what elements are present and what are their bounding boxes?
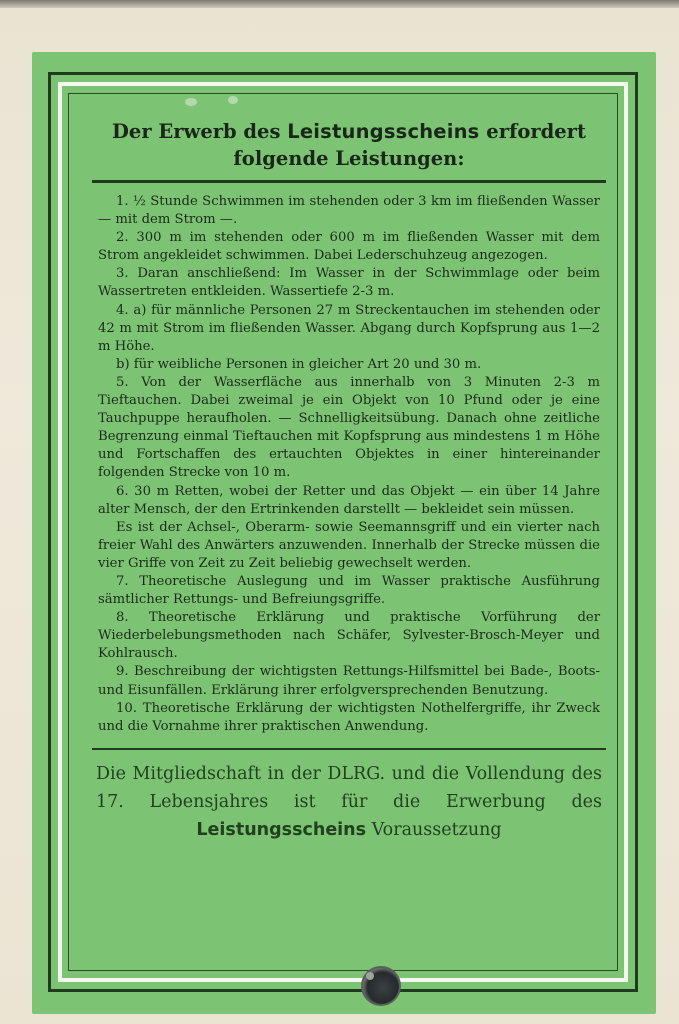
footer-divider	[92, 748, 606, 750]
requirements-list	[92, 193, 606, 736]
document-content	[92, 118, 606, 844]
heading-text-end: erfordert	[486, 120, 586, 143]
heading-keyword: Leistungsscheins	[287, 120, 480, 143]
footer-text-start: Die Mitgliedschaft in der DLRG. und die Vollendung des 17. Lebensjahres ist für die Erwerbung des	[96, 763, 602, 812]
footer-note	[92, 760, 606, 844]
requirement-item: 7. Theoretische Auslegung und im Wasser praktische Ausführung sämtlicher Rettungs- und Befreiungsgriffe.	[98, 573, 600, 608]
requirement-item: Es ist der Achsel-, Oberarm- sowie Seemannsgriff und ein vierter nach freier Wahl des Anwärters anzuwenden. Innerhalb der Strecke müssen die vier Griffe von Zeit zu Zeit beliebig gewechselt werden.	[98, 519, 600, 571]
requirement-item: 8. Theoretische Erklärung und praktische Vorführung der Wiederbelebungsmethoden nach Schäfer, Sylvester-Brosch-Meyer und Kohlrausch.	[98, 610, 600, 662]
paper-stain	[185, 98, 197, 106]
heading-line-2: folgende Leistungen:	[233, 147, 465, 170]
requirement-item: 6. 30 m Retten, wobei der Retter und das Objekt — ein über 14 Jahre alter Mensch, der den Ertrinkenden darstellt — bekleidet sein müssen.	[98, 483, 600, 517]
requirement-item: 3. Daran anschließend: Im Wasser in der Schwimmlage oder beim Wassertreten entkleiden. Wassertiefe 2-3 m.	[98, 266, 600, 300]
heading-divider	[92, 180, 606, 183]
heading-text-start: Der Erwerb des	[112, 120, 281, 143]
requirement-item: 2. 300 m im stehenden oder 600 m im fließenden Wasser mit dem Strom angekleidet schwimmen. Dabei Lederschuhzeug angezogen.	[98, 230, 600, 264]
requirement-item: b) für weibliche Personen in gleicher Art 20 und 30 m.	[116, 356, 482, 372]
requirement-item: 10. Theoretische Erklärung der wichtigsten Nothelfergriffe, ihr Zweck und die Vornahme ihrer praktischen Anwendung.	[98, 700, 600, 734]
requirement-item: 5. Von der Wasserfläche aus innerhalb von 3 Minuten 2-3 m Tieftauchen. Dabei zweimal je ein Objekt von 10 Pfund oder je eine Tauchpuppe heraufholen. — Schnelligkeitsübung. Danach ohne zeitliche Begrenzung einmal Tieftauchen mit Kopfsprung aus mindestens 1 m Höhe und Fortschaffen des ertauchten Objektes in einer hintereinander folgenden Strecke von 10 m.	[98, 374, 600, 481]
scan-edge-shadow	[0, 0, 679, 8]
footer-text-end: Voraussetzung	[371, 819, 502, 840]
document-heading	[92, 118, 606, 172]
requirement-item: 4. a) für männliche Personen 27 m Streckentauchen im stehenden oder 42 m mit Strom im fließenden Wasser. Abgang durch Kopfsprung aus 1—2 m Höhe.	[98, 302, 600, 354]
requirement-item: 9. Beschreibung der wichtigsten Rettungs-Hilfsmittel bei Bade-, Boots- und Eisunfällen. Erklärung ihrer erfolgversprechenden Benutzung.	[98, 664, 600, 698]
paper-stain	[228, 96, 238, 104]
requirement-item: 1. ½ Stunde Schwimmen im stehenden oder 3 km im fließenden Wasser — mit dem Strom —.	[98, 194, 600, 228]
footer-keyword: Leistungsscheins	[196, 819, 367, 840]
punch-hole-highlight	[366, 972, 374, 980]
